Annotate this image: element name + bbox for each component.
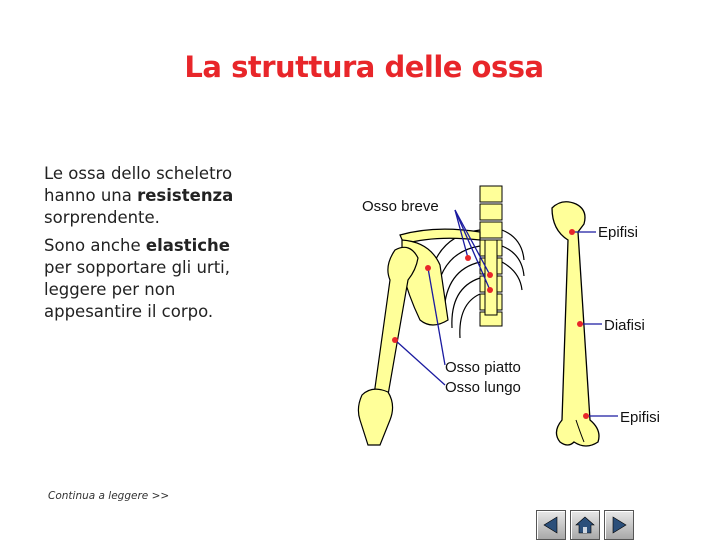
triangle-right-icon [608, 514, 630, 536]
paragraph-resistance [44, 163, 284, 229]
text-line: Sono anche [44, 236, 146, 255]
text-line: sorprendente. [44, 208, 160, 227]
slide-title: La struttura delle ossa [184, 50, 544, 84]
label-osso-lungo: Osso lungo [445, 379, 521, 396]
text-line: Le ossa dello scheletro [44, 164, 233, 183]
label-epifisi-top: Epifisi [598, 224, 639, 241]
label-osso-breve: Osso breve [362, 198, 439, 215]
humerus [374, 247, 418, 398]
home-button[interactable] [570, 510, 600, 540]
elbow-joint [358, 389, 392, 445]
body-text [44, 163, 284, 329]
text-line: appesantire il corpo. [44, 302, 214, 321]
text-line: hanno una [44, 186, 138, 205]
bold-word-elastiche: elastiche [145, 236, 230, 255]
label-diafisi: Diafisi [604, 317, 645, 334]
paragraph-elasticity [44, 235, 284, 323]
label-epifisi-bottom: Epifisi [620, 409, 661, 426]
text-line: leggere per non [44, 280, 176, 299]
bold-word-resistenza: resistenza [137, 186, 234, 205]
next-slide-button[interactable] [604, 510, 634, 540]
home-icon [574, 514, 596, 536]
bone-illustration [340, 180, 690, 455]
triangle-left-icon [540, 514, 562, 536]
previous-slide-button[interactable] [536, 510, 566, 540]
text-line: per sopportare gli urti, [44, 258, 230, 277]
continue-reading-link[interactable]: Continua a leggere >> [48, 490, 170, 502]
navigation-bar [536, 510, 636, 540]
label-osso-piatto: Osso piatto [445, 359, 521, 376]
